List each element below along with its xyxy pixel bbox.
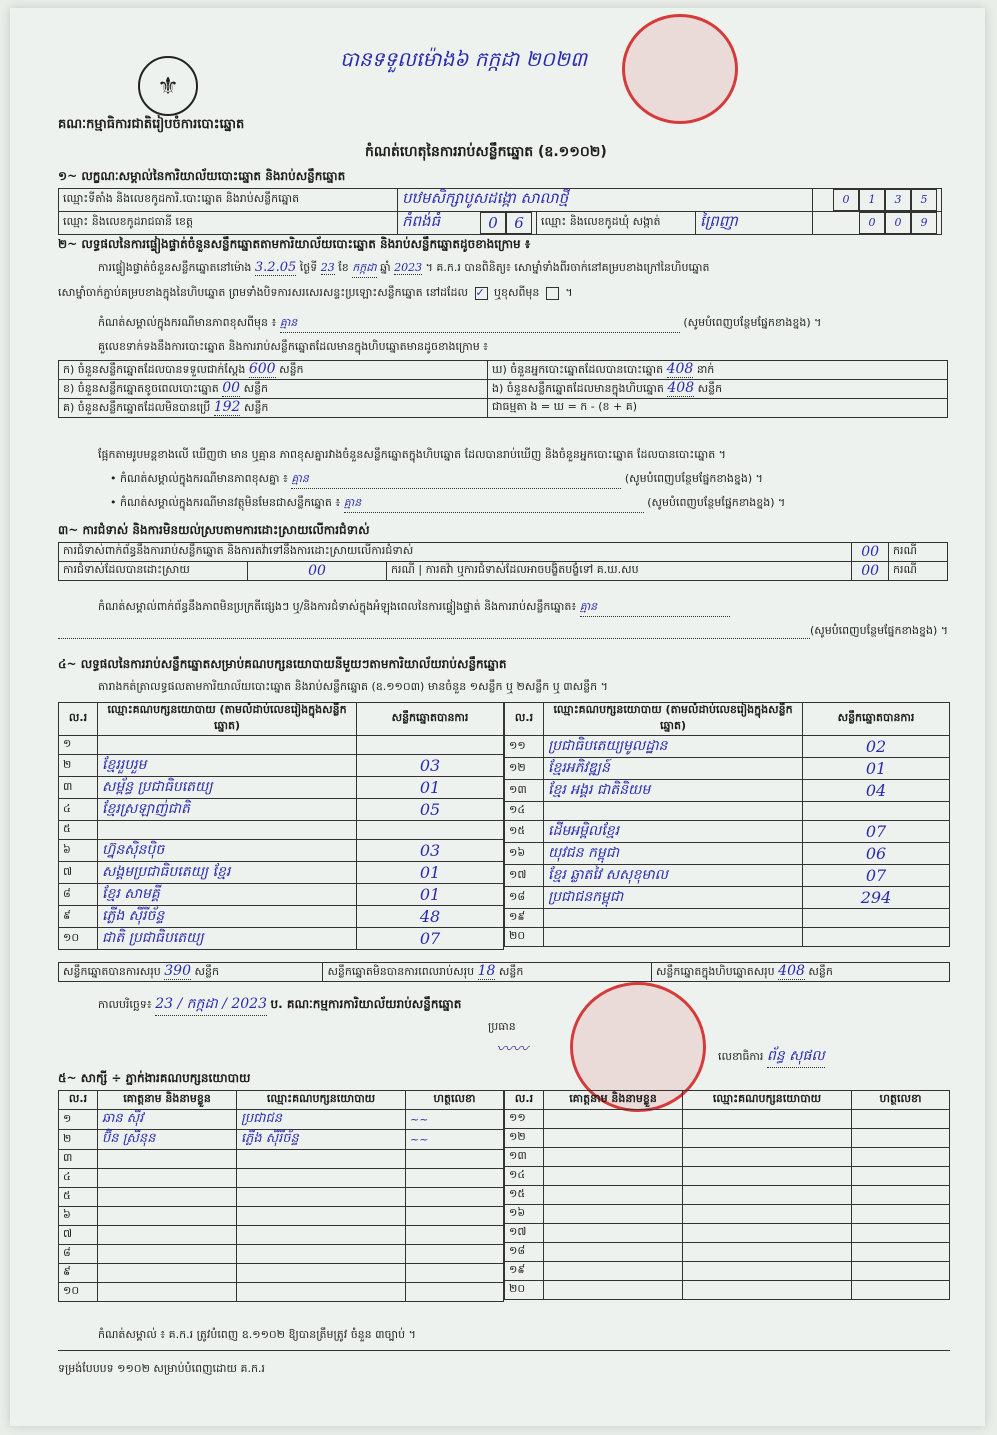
row-number: ១	[59, 1110, 98, 1130]
president-signature: 〰〰	[496, 1039, 529, 1058]
party-votes[interactable]: 07	[803, 865, 950, 887]
row-number: ១០	[59, 1283, 98, 1302]
divider	[58, 1350, 950, 1351]
table-row: ក) ចំនួនសន្លឹកឆ្នោតដែលបានទទួលជាក់ស្តែង 600 សន្លឹក ឃ) ចំនួនអ្នកបោះឆ្នោតដែលបានបោះឆ្នោត 408 នាក់	[59, 361, 948, 380]
table-row	[505, 736, 950, 758]
witness-name[interactable]	[544, 1205, 683, 1224]
witness-signature[interactable]	[406, 1226, 504, 1245]
row-number: ១៣	[505, 780, 544, 802]
party-results-left: ល.រ ឈ្មោះគណបក្សនយោបាយ (តាមលំដាប់លេខរៀងក្នុងសន្លឹកឆ្នោត) សន្លឹកឆ្នោតបានការ ១ ២ ខ្មែរ​រួបរួម 03 ៣ សម្ព័ន្ធ​ ​ប្រជាធិបតេយ្យ 01 ៤ ខ្មែរ​ស្រឡាញ់​ជាតិ 05 ៥ ៦ ហ្វ៊ុនស៊ិនប៉ិច 03 ៧ សង្គម​ប្រជាធិបតេយ្យ ខ្មែរ 01 ៨ ខ្មែរ​ សាមគ្គី 01 ៩ ភ្លើង ស៊ីរីច័ន្ទ 48 ១០ ជាតិ ប្រជាធិបតេយ្យ 07	[58, 702, 504, 950]
witness-signature[interactable]	[852, 1281, 950, 1300]
witness-party[interactable]	[683, 1110, 852, 1129]
row-number: ១២	[505, 758, 544, 780]
row-number: ៨	[59, 1245, 98, 1264]
row-number: ៤	[59, 799, 98, 821]
party-name: ខ្មែរ​ស្រឡាញ់​ជាតិ	[98, 799, 357, 821]
table-row	[505, 1281, 950, 1300]
ballot-count-form	[10, 8, 985, 1426]
party-votes[interactable]: 03	[357, 755, 504, 777]
table-row	[505, 843, 950, 865]
row-number: ២០	[505, 928, 544, 947]
table-row	[59, 1207, 504, 1226]
emblem-icon: ⚜	[138, 56, 198, 116]
witness-signature[interactable]	[852, 1148, 950, 1167]
witness-party[interactable]	[237, 1188, 406, 1207]
witness-party[interactable]: ភ្លើង ស៊ីរីច័ន្ទ	[237, 1130, 406, 1150]
province-label: ឈ្មោះ និងលេខកូដរាជធានី ខេត្ត	[59, 212, 398, 235]
commune-name: ព្រៃញា	[696, 212, 813, 235]
year-value[interactable]: 2023	[394, 261, 423, 274]
party-name	[98, 821, 357, 840]
witness-name[interactable]	[98, 1264, 237, 1283]
witness-name[interactable]	[98, 1283, 237, 1302]
table-row: គ) ចំនួនសន្លឹកឆ្នោតដែលមិនបានប្រើ 192 សន្លឹក ជាធម្មតា ង = ឃ = ក - (ខ + គ)	[59, 399, 948, 418]
party-votes[interactable]: 01	[357, 884, 504, 906]
witness-party[interactable]	[683, 1148, 852, 1167]
witness-name[interactable]	[544, 1186, 683, 1205]
bullet-foreign-objects: • កំណត់សម្គាល់ក្នុងករណីមានវត្ថុមិនមែនជាសន្លឹកឆ្នោត ៖ គ្មាន (សូមបំពេញបន្ថែមផ្នែកខាងខ្នង) ។	[110, 496, 960, 513]
row-number: ២	[59, 755, 98, 777]
party-name: សង្គម​ប្រជាធិបតេយ្យ ខ្មែរ	[98, 862, 357, 884]
witness-party[interactable]	[683, 1186, 852, 1205]
table-row	[59, 1130, 504, 1150]
witness-name[interactable]	[544, 1148, 683, 1167]
total-in-box: 408	[778, 963, 805, 979]
row-number: ១៧	[505, 865, 544, 887]
witness-table-right: ល.រ គោត្តនាម និងនាមខ្លួន ឈ្មោះគណបក្សនយោបាយ ហត្ថលេខា ១១ ១២ ១៣ ១៤ ១៥ ១៦ ១៧ ១៨ ១៩ ២០	[504, 1090, 950, 1300]
table-row	[505, 887, 950, 909]
witness-party[interactable]	[237, 1245, 406, 1264]
row-number: ១៨	[505, 1243, 544, 1262]
party-name: ខ្មែរ​រួបរួម	[98, 755, 357, 777]
witness-signature[interactable]: ~~	[406, 1130, 504, 1150]
witness-party[interactable]	[683, 1262, 852, 1281]
witness-signature[interactable]	[406, 1188, 504, 1207]
table-row: ការជំទាស់ដែលបានដោះស្រាយ 00 ករណី | ការតវ៉ា ឬការជំទាស់ដែលអាចបង្ខិតបង្ខំទៅ គ.ឃ.សប 00 ករណី	[59, 562, 948, 581]
station-label: ឈ្មោះទីតាំង និងលេខកូដការិ.បោះឆ្នោត និងរាប់សន្លឹកឆ្នោត	[59, 189, 398, 212]
table-row	[59, 777, 504, 799]
witness-name[interactable]	[544, 1110, 683, 1129]
witness-signature[interactable]	[852, 1129, 950, 1148]
table-row: ការជំទាស់ពាក់ព័ន្ធនឹងការរាប់សន្លឹកឆ្នោត និងការតវ៉ាទៅនឹងការដោះស្រាយលើការជំទាស់ 00 ករណី	[59, 543, 948, 562]
party-votes[interactable]: 06	[803, 843, 950, 865]
table-row	[59, 1150, 504, 1169]
witness-signature[interactable]	[852, 1262, 950, 1281]
table-row	[505, 1167, 950, 1186]
witness-signature[interactable]	[406, 1245, 504, 1264]
commune-code: 0 0 9	[813, 212, 942, 235]
table-row	[59, 840, 504, 862]
table-row	[505, 1262, 950, 1281]
table-row	[505, 909, 950, 928]
party-name	[544, 928, 803, 947]
row-number: ១៨	[505, 887, 544, 909]
witness-signature[interactable]	[852, 1110, 950, 1129]
witness-party[interactable]: ប្រជាជន	[237, 1110, 406, 1130]
table-row	[59, 1245, 504, 1264]
seal-check-line: សោម្នាំចាក់ភ្ជាប់គម្របខាងក្នុងនៃហិបឆ្នោត ព្រមទាំងបិទការសរសេរសន្ទះប្រឡោះសន្លឹកឆ្នោត នៅដដែល ✓ ឬខុសពីមុន ។	[58, 285, 573, 299]
row-number: ៨	[59, 884, 98, 906]
table-row	[59, 1264, 504, 1283]
party-name	[98, 736, 357, 755]
total-valid: 390	[164, 963, 191, 979]
formula-check-line: ផ្អែកតាមរូបមន្តខាងលើ ឃើញថា មាន ឬគ្មាន ភាពខុសគ្នារវាងចំនួនសន្លឹកឆ្នោតក្នុងហិបឆ្នោត ដែលបានរាប់ឃើញ និងចំនួនអ្នកបោះឆ្នោត ដែលបានបោះឆ្នោត ។	[98, 448, 726, 461]
month-value[interactable]: កក្កដា	[352, 261, 376, 278]
witness-party[interactable]	[237, 1226, 406, 1245]
ballot-reconciliation-table	[58, 360, 948, 418]
table-row	[59, 1188, 504, 1207]
witness-name[interactable]	[544, 1167, 683, 1186]
witness-party[interactable]	[683, 1243, 852, 1262]
row-number: ១០	[59, 928, 98, 950]
row-number: ១៣	[505, 1148, 544, 1167]
form-footer: ទម្រង់បែបបទ ១១០២ សម្រាប់បំពេញដោយ គ.ក.រ	[58, 1362, 265, 1375]
party-name: ខ្មែរ​ អង្គរ​ ជាតិនិយម	[544, 780, 803, 802]
document-title: កំណត់ហេតុនៃការរាប់សន្លឹកឆ្នោត (ឧ.១១០២)	[365, 144, 607, 160]
station-name: បឋមសិក្សាបូសដង្កោ សាលាថ្មី	[398, 189, 813, 212]
witness-name[interactable]	[544, 1224, 683, 1243]
party-name: សម្ព័ន្ធ​ ​ប្រជាធិបតេយ្យ	[98, 777, 357, 799]
witness-party[interactable]	[237, 1169, 406, 1188]
table-row	[59, 755, 504, 777]
witness-party[interactable]	[683, 1224, 852, 1243]
party-votes[interactable]	[803, 928, 950, 947]
table-row	[59, 821, 504, 840]
witness-party[interactable]	[237, 1150, 406, 1169]
party-votes[interactable]	[357, 821, 504, 840]
party-votes[interactable]: 01	[357, 862, 504, 884]
row-number: ១៥	[505, 1186, 544, 1205]
party-name: ប្រជាជន​កម្ពុជា	[544, 887, 803, 909]
witness-signature[interactable]	[852, 1243, 950, 1262]
witness-party[interactable]	[683, 1129, 852, 1148]
party-name: ដើម​អម្ពិល​ខ្មែរ	[544, 821, 803, 843]
section4-title: ៤~ លទ្ធផលនៃការរាប់សន្លឹកឆ្នោតសម្រាប់គណបក្សនយោបាយនីមួយៗតាមការិយាល័យរាប់សន្លឹកឆ្នោត	[58, 657, 507, 671]
party-name: ភ្លើង ស៊ីរីច័ន្ទ	[98, 906, 357, 928]
section5-title: ៥~ សាក្សី ÷ ភ្នាក់ងារគណបក្សនយោបាយ	[58, 1071, 251, 1085]
table-row	[59, 736, 504, 755]
row-number: ១១	[505, 1110, 544, 1129]
row-number: ៧	[59, 1226, 98, 1245]
party-votes[interactable]: 01	[803, 758, 950, 780]
table-row	[59, 862, 504, 884]
table-row	[505, 802, 950, 821]
party-votes[interactable]	[803, 909, 950, 928]
day-value[interactable]: 23	[320, 261, 335, 274]
row-number: ៦	[59, 1207, 98, 1226]
row-number: ៦	[59, 840, 98, 862]
party-name: ជាតិ ប្រជាធិបតេយ្យ	[98, 928, 357, 950]
row-number: ៣	[59, 1150, 98, 1169]
table-row	[505, 1110, 950, 1129]
difference-note: កំណត់សម្គាល់ក្នុងករណីមានភាពខុសពីមុន ៖ គ្មាន (សូមបំពេញបន្ថែមផ្នែកខាងខ្នង) ។	[98, 316, 958, 333]
witness-signature[interactable]	[852, 1186, 950, 1205]
province-name: កំពង់ធំ 0 6	[398, 212, 537, 235]
secretary-block: លេខាធិការ ព័ន្ធ សុផល	[718, 1046, 825, 1068]
table-row	[505, 1129, 950, 1148]
witness-name[interactable]: ឆាន ស៊ីវ	[98, 1110, 237, 1130]
table-row: ខ) ចំនួនសន្លឹកឆ្នោតខូចពេលបោះឆ្នោត 00 សន្លឹក ង) ចំនួនសន្លឹកឆ្នោតដែលមានក្នុងហិបឆ្នោត 408 សន្លឹក	[59, 380, 948, 399]
party-name: ហ្វ៊ុនស៊ិនប៉ិច	[98, 840, 357, 862]
table-row	[505, 780, 950, 802]
row-number: ១៧	[505, 1224, 544, 1243]
party-results-right: ល.រ ឈ្មោះគណបក្សនយោបាយ (តាមលំដាប់លេខរៀងក្នុងសន្លឹកឆ្នោត) សន្លឹកឆ្នោតបានការ ១១ ប្រជាធិបតេយ្យ​មូលដ្ឋាន 02 ១២ ខ្មែរ​អភិវឌ្ឍន៍ 01 ១៣ ខ្មែរ​ អង្គរ​ ជាតិនិយម 04 ១៤ ១៥ ដើម​អម្ពិល​ខ្មែរ 07 ១៦ យុវជន កម្ពុជា 06 ១៧ ខ្មែរ​ ឆ្លាត​វៃ ស​សុខុមាល 07 ១៨ ប្រជាជន​កម្ពុជា 294 ១៩ ២០	[504, 702, 950, 947]
party-votes[interactable]: 02	[803, 736, 950, 758]
row-number: ៧	[59, 862, 98, 884]
witness-name[interactable]	[98, 1188, 237, 1207]
party-name	[544, 909, 803, 928]
row-number: ៥	[59, 821, 98, 840]
row-number: ២	[59, 1130, 98, 1150]
witness-signature[interactable]	[852, 1167, 950, 1186]
table-row	[59, 884, 504, 906]
witness-name[interactable]	[98, 1226, 237, 1245]
objections-table	[58, 542, 948, 581]
witness-signature[interactable]: ~~	[406, 1110, 504, 1130]
witness-signature[interactable]	[406, 1207, 504, 1226]
row-number: ៤	[59, 1169, 98, 1188]
station-id-table	[58, 188, 942, 235]
party-votes[interactable]: 04	[803, 780, 950, 802]
witness-party[interactable]	[683, 1281, 852, 1300]
results-intro: គួលេខទាក់ទងនឹងការបោះឆ្នោត និងការរាប់សន្លឹកឆ្នោតដែលមានក្នុងហិបឆ្នោតមានដូចខាងក្រោម ៖	[98, 340, 489, 353]
president-label: ប្រធាន	[488, 1020, 516, 1033]
table-row	[59, 1226, 504, 1245]
irregularity-note: កំណត់សម្គាល់ពាក់ព័ន្ធនឹងភាពមិនប្រក្រតីផ្សេងៗ ឬ/និងការជំទាស់ក្នុងអំឡុងពេលនៃការផ្ទៀងផ្ទាត់ និងការរាប់សន្លឹកឆ្នោត៖ គ្មាន	[98, 600, 958, 617]
changed-checkbox[interactable]	[546, 287, 559, 300]
row-number: ១៤	[505, 802, 544, 821]
row-number: ៩	[59, 1264, 98, 1283]
witness-name[interactable]: ប៊ិន ស្រីនុន	[98, 1130, 237, 1150]
table-row	[505, 1186, 950, 1205]
party-votes[interactable]: 294	[803, 887, 950, 909]
witness-name[interactable]	[544, 1281, 683, 1300]
witness-name[interactable]	[544, 1129, 683, 1148]
verification-line: ការផ្ទៀងផ្ទាត់ចំនួនសន្លឹកឆ្នោតនៅម៉ោង 3.2.05 ថ្ងៃទី 23 ខែ កក្កដា ឆ្នាំ 2023 ។ គ.ក.រ បានពិនិត្យ៖ សោម្នាំទាំងពីរចាក់នៅគម្របខាងក្រៅនៃហិបឆ្នោត	[98, 260, 958, 278]
row-number: ១៦	[505, 1205, 544, 1224]
row-number: ១៦	[505, 843, 544, 865]
row-number: ៣	[59, 777, 98, 799]
table-row	[505, 758, 950, 780]
row-number: ២០	[505, 1281, 544, 1300]
witness-signature[interactable]	[406, 1169, 504, 1188]
witness-party[interactable]	[683, 1205, 852, 1224]
witness-name[interactable]	[98, 1169, 237, 1188]
witness-name[interactable]	[98, 1245, 237, 1264]
party-name	[544, 802, 803, 821]
date-line: កាលបរិច្ឆេទ៖ 23 / កក្កដា / 2023 ប. គណៈកម្មការការិយាល័យរាប់សន្លឹកឆ្នោត	[98, 994, 461, 1016]
row-number: ១៩	[505, 1262, 544, 1281]
row-number: ៩	[59, 906, 98, 928]
party-votes[interactable]: 48	[357, 906, 504, 928]
row-number: ១៩	[505, 909, 544, 928]
party-votes[interactable]: 07	[803, 821, 950, 843]
unchanged-checkbox[interactable]: ✓	[475, 287, 488, 300]
table-row	[505, 1243, 950, 1262]
commune-label: ឈ្មោះ និងលេខកូដឃុំ សង្កាត់	[537, 212, 696, 235]
table-row	[59, 1110, 504, 1130]
official-seal-top	[622, 14, 738, 124]
witness-signature[interactable]	[852, 1205, 950, 1224]
party-votes[interactable]: 01	[357, 777, 504, 799]
witness-name[interactable]	[544, 1243, 683, 1262]
witness-party[interactable]	[237, 1207, 406, 1226]
party-name: ខ្មែរ​អភិវឌ្ឍន៍	[544, 758, 803, 780]
row-number: ១៥	[505, 821, 544, 843]
party-votes[interactable]: 07	[357, 928, 504, 950]
table-row	[505, 1224, 950, 1243]
witness-party[interactable]	[683, 1167, 852, 1186]
table-row	[505, 821, 950, 843]
table-row	[505, 1148, 950, 1167]
witness-party[interactable]	[237, 1264, 406, 1283]
footnote: កំណត់សម្គាល់ ៖ គ.ក.រ ត្រូវបំពេញ ឧ.១១០២ ឱ្យបានត្រឹមត្រូវ ចំនួន ៣ច្បាប់ ។	[98, 1328, 416, 1341]
section2-title: ២~ លទ្ធផលនៃការផ្ទៀងផ្ទាត់ចំនួនសន្លឹកឆ្នោតតាមការិយាល័យបោះឆ្នោត និងរាប់សន្លឹកឆ្នោតដូចខាងក្រោម ៖	[58, 237, 531, 251]
table-row	[59, 1169, 504, 1188]
totals-row: សន្លឹកឆ្នោតបានការសរុប 390 សន្លឹក សន្លឹកឆ្នោតមិនបានការពេលរាប់សរុប 18 សន្លឹក សន្លឹកឆ្នោតក្នុងហិបឆ្នោតសរុប 408 សន្លឹក	[58, 962, 950, 982]
party-votes[interactable]: 03	[357, 840, 504, 862]
witness-party[interactable]	[237, 1283, 406, 1302]
section4-sub: តារាងកត់ត្រាលទ្ធផលតាមការិយាល័យបោះឆ្នោត និងរាប់សន្លឹកឆ្នោត (ឧ.១១០៣) មានចំនួន ១សន្លឹក ឬ ២សន្លឹក ឬ ៣សន្លឹក ។	[98, 680, 608, 693]
witness-name[interactable]	[98, 1207, 237, 1226]
party-name: យុវជន កម្ពុជា	[544, 843, 803, 865]
table-row	[505, 928, 950, 947]
row-number: ១៤	[505, 1167, 544, 1186]
section1-title: ១~ លក្ខណៈសម្គាល់នៃការិយាល័យបោះឆ្នោត និងរាប់សន្លឹកឆ្នោត	[58, 169, 346, 183]
party-name: ប្រជាធិបតេយ្យ​មូលដ្ឋាន	[544, 736, 803, 758]
table-row	[59, 799, 504, 821]
party-name: ខ្មែរ​ សាមគ្គី	[98, 884, 357, 906]
table-row	[505, 1205, 950, 1224]
party-votes[interactable]	[803, 802, 950, 821]
witness-table-left: ល.រ គោត្តនាម និងនាមខ្លួន ឈ្មោះគណបក្សនយោបាយ ហត្ថលេខា ១ ឆាន ស៊ីវ ប្រជាជន ~~ ២ ប៊ិន ស្រីនុន ភ្លើង ស៊ីរីច័ន្ទ ~~ ៣ ៤ ៥ ៦ ៧ ៨ ៩ ១០	[58, 1090, 504, 1302]
party-votes[interactable]: 05	[357, 799, 504, 821]
row-number: ១១	[505, 736, 544, 758]
time-value[interactable]: 3.2.05	[254, 260, 297, 275]
total-invalid: 18	[477, 963, 496, 979]
table-row	[59, 1283, 504, 1302]
party-votes[interactable]	[357, 736, 504, 755]
party-name: ខ្មែរ​ ឆ្លាត​វៃ ស​សុខុមាល	[544, 865, 803, 887]
row-number: ១	[59, 736, 98, 755]
irregularity-note-line: (សូមបំពេញបន្ថែមផ្នែកខាងខ្នង) ។	[58, 624, 948, 639]
witness-signature[interactable]	[406, 1264, 504, 1283]
handwritten-receipt-note: បានទទួលម៉ោង៦ កក្កដា ២០២៣	[340, 47, 588, 71]
row-number: ៥	[59, 1188, 98, 1207]
bullet-difference: • កំណត់សម្គាល់ក្នុងករណីមានភាពខុសគ្នា ៖ គ្មាន (សូមបំពេញបន្ថែមផ្នែកខាងខ្នង) ។	[110, 472, 960, 489]
section3-title: ៣~ ការជំទាស់ និងការមិនយល់ស្របតាមការដោះស្រាយលើការជំទាស់	[58, 523, 370, 537]
witness-name[interactable]	[98, 1150, 237, 1169]
witness-signature[interactable]	[406, 1283, 504, 1302]
difference-note-value[interactable]: គ្មាន	[280, 316, 680, 333]
agency-name: គណៈកម្មាធិការជាតិរៀបចំការបោះឆ្នោត	[58, 117, 245, 132]
table-row	[59, 906, 504, 928]
witness-name[interactable]	[544, 1262, 683, 1281]
table-row	[505, 865, 950, 887]
witness-signature[interactable]	[406, 1150, 504, 1169]
row-number: ១២	[505, 1129, 544, 1148]
station-code: 0 1 3 5	[813, 189, 942, 212]
table-row	[59, 928, 504, 950]
witness-signature[interactable]	[852, 1224, 950, 1243]
